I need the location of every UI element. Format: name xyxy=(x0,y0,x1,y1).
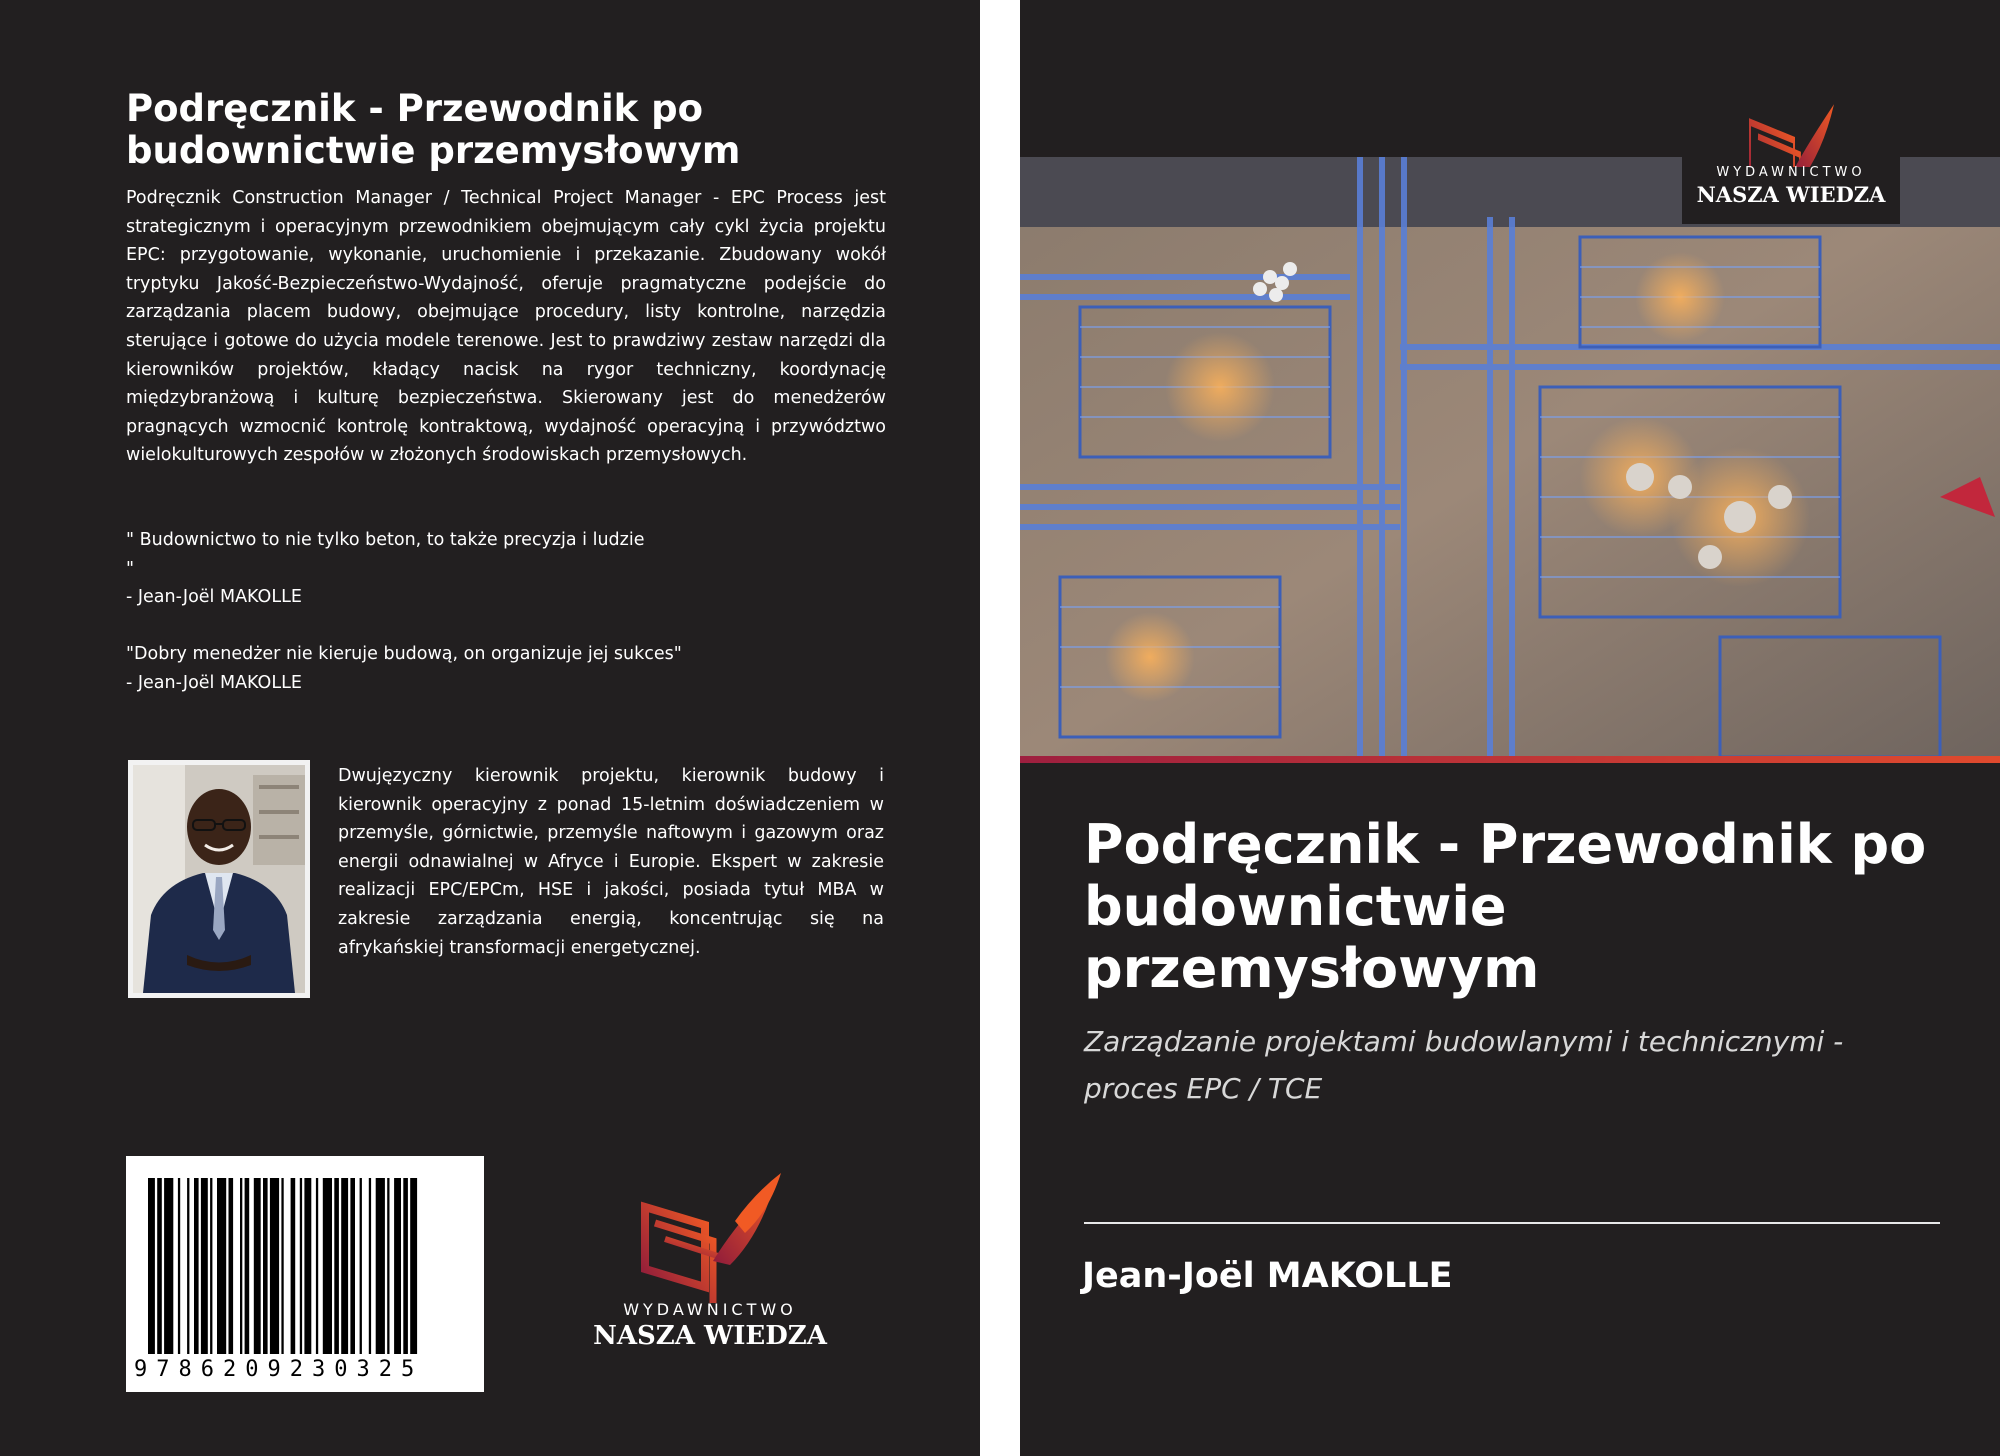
publisher-logo-icon xyxy=(1682,57,1900,167)
author-bio: Dwujęzyczny kierownik projektu, kierownik budowy i kierownik operacyjny z ponad 15-letnim doświadczeniem w przemyśle, górnictwie, przemyśle naftowym i gazowym oraz energii odnawialnej w Afryce i Europie. Ekspert w zakresie realizacji EPC/EPCm, HSE i jakości, posiada tytuł MBA w zakresie zarządzania energią, koncentrując się na afrykańskiej transformacji energetycznej. xyxy=(338,766,884,958)
publisher-front-line2: NASZA WIEDZA xyxy=(1696,182,1886,207)
accent-line xyxy=(1020,756,2000,763)
barcode xyxy=(126,1156,484,1392)
publisher-logo-front xyxy=(1682,157,1900,224)
publisher-line2: NASZA WIEDZA xyxy=(593,1321,827,1351)
author-photo xyxy=(128,760,310,998)
publisher-logo-icon xyxy=(585,1165,835,1305)
quote-2: "Dobry menedżer nie kieruje budową, on organizuje jej sukces" - Jean-Joël MAKOLLE xyxy=(126,644,682,693)
publisher-line1: WYDAWNICTWO xyxy=(623,1300,797,1319)
isbn-digits: 9786209230325 xyxy=(134,1357,424,1382)
back-cover xyxy=(0,0,980,1456)
front-title: Podręcznik - Przewodnik po budownictwie przemysłowym xyxy=(1084,813,1927,1000)
publisher-front-line1: WYDAWNICTWO xyxy=(1716,165,1866,180)
front-cover xyxy=(1020,0,2000,1456)
front-subtitle: Zarządzanie projektami budowlanymi i technicznymi - proces EPC / TCE xyxy=(1084,1025,1844,1105)
publisher-logo-back xyxy=(585,1165,835,1355)
back-title: Podręcznik - Przewodnik po budownictwie przemysłowym xyxy=(126,87,741,172)
author-name: Jean-Joël MAKOLLE xyxy=(1082,1256,1453,1296)
back-blurb: Podręcznik Construction Manager / Technical Project Manager - EPC Process jest strategicznym i operacyjnym przewodnikiem obejmującym cały cykl życia projektu EPC: przygotowanie, wykonanie, uruchomienie i przekazanie. Zbudowany wokół tryptyku Jakość-Bezpieczeństwo-Wydajność, oferuje pragmatyczne podejście do zarządzania placem budowy, obejmujące procedury, listy kontrolne, narzędzia sterujące i gotowe do użycia modele terenowe. Jest to prawdziwy zestaw narzędzi dla kierowników projektów, kładący nacisk na rygor techniczny, koordynację międzybranżową i kulturę bezpieczeństwa. Skierowany jest do menedżerów pragnących wzmocnić kontrolę kontraktową, wydajność operacyjną i przywództwo wielokulturowych zespołów w złożonych środowiskach przemysłowych. xyxy=(126,188,886,466)
quote-1: " Budownictwo to nie tylko beton, to także precyzja i ludzie " - Jean-Joël MAKOLLE xyxy=(126,530,645,608)
industrial-plant-photo xyxy=(1020,157,2000,763)
divider xyxy=(1084,1222,1940,1224)
